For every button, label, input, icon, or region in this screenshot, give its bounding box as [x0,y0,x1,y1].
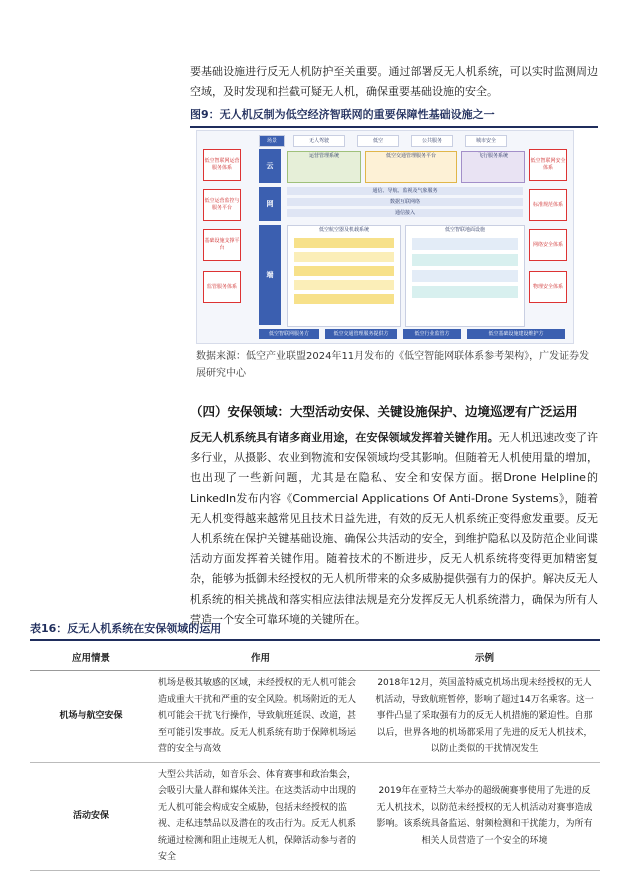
end-right-title: 低空智联地面设施 [444,227,485,233]
intro-paragraph: 要基础设施进行反无人机防护至关重要。通过部署反无人机系统，可以实时监测周边空域，及时发现和拦截可疑无人机，确保重要基础设施的安全。 [190,65,598,98]
table-cell-scene: 活动安保 [30,762,152,870]
right-label: 标准规范体系 [529,189,567,221]
left-label: 低空智联网运营服务体系 [203,149,241,181]
table-row [30,762,600,870]
table-header: 作用 [152,644,369,671]
bottom-bar: 低空基础设施建设维护方 [467,329,565,339]
section-heading: （四）安保领域：大型活动安保、关键设施保护、边境巡逻有广泛运用 [190,404,578,419]
right-label: 网络安全体系 [529,229,567,261]
right-label: 物理安全体系 [529,271,567,303]
table-cell-scene: 机场与航空安保 [30,671,152,763]
diagram-chip: 场景 [259,135,285,147]
right-label: 低空智联网安全体系 [529,149,567,181]
bottom-bar: 低空智联网服务方 [259,329,319,339]
layer-net: 网 [259,187,281,221]
diagram-chip: 城市安全 [465,135,507,147]
table-title: 表16：反无人机系统在安保领域的运用 [30,620,600,641]
security-table [30,644,600,871]
table-header: 示例 [369,644,600,671]
diagram-chip: 公共服务 [411,135,453,147]
diagram-chip: 低空 [357,135,399,147]
table-header-row [30,644,600,671]
figure-source: 数据来源：低空产业联盟2024年11月发布的《低空智能网联体系参考架构》，广发证券发展研究中心 [196,351,590,379]
table-cell-example: 2019年在亚特兰大举办的超级碗赛事使用了先进的反无人机技术，以防范未经授权的无人机活动对赛事造成影响。该系统具备监运、射频检测和干扰能力，为所有相关人员营造了一个安全的环境 [369,762,600,870]
table-cell-role: 大型公共活动，如音乐会、体育赛事和政治集会，会吸引大量人群和媒体关注。在这类活动中出现的无人机可能会构成安全威胁，包括未经授权的监视、走私违禁品以及潜在的攻击行为。反无人机系统通过检测和阻止违规无人机，保障活动参与者的安全 [152,762,369,870]
table-cell-role: 机场是极其敏感的区域，未经授权的无人机可能会造成重大干扰和严重的安全风险。机场附近的无人机可能会干扰飞行操作，导致航班延误、改道，甚至可能引发事故。反无人机系统有助于保障机场运营的安全与高效 [152,671,369,763]
end-right-block [405,225,525,327]
cloud-block: 飞行服务系统 [461,151,525,183]
bottom-bar: 低空交通管理服务提供方 [325,329,397,339]
cloud-block: 运营管理系统 [287,151,361,183]
layer-end: 端 [259,225,281,325]
table-cell-example: 2018年12月，英国盖特威克机场出现未经授权的无人机活动，导致航班暂停，影响了超过14万名乘客。这一事件凸显了采取强有力的反无人机措施的紧迫性。自那以后，世界各地的机场都采用了先进的反无人机技术，以防止类似的干扰情况发生 [369,671,600,763]
left-label: 基础设施支撑平台 [203,229,241,261]
architecture-diagram [196,130,574,344]
figure-title: 图9：无人机反制为低空经济智联网的重要保障性基础设施之一 [190,106,598,128]
left-label: 低空运营监控与服务平台 [203,189,241,221]
net-bar: 通信、导航、监视及气象服务 [287,187,523,195]
diagram-chip: 无人驾驶 [293,135,345,147]
end-left-block [287,225,401,327]
cloud-block: 低空交通管理服务平台 [365,151,457,183]
table-row [30,671,600,763]
body-rest: 无人机迅速改变了许多行业，从摄影、农业到物流和安保领域均受其影响。但随着无人机使用量的增加，也出现了一些新问题，尤其是在隐私、安全和安保方面。据Drone Helpline的LinkedIn发布内容《Commercial Applications Of Anti-Drone Systems》，随着无人机变得越来越常见且技术日益先进，有效的反无人机系统正变得愈发重要。反无人机系统在保护关键基础设施、确保公共活动的安全，到维护隐私以及防范企业间谍活动方面发挥着关键作用。随着技术的不断进步，反无人机系统将变得更加精密复杂，能够为抵御未经授权的无人机所带来的众多威胁提供强有力的保护。解决反无人机系统的相关挑战和落实相应法律法规是充分发挥反无人机系统潜力，确保为所有人营造一个安全可靠环境的关键所在。 [190,431,599,626]
body-paragraph [190,428,598,630]
bottom-bar: 低空行业监管方 [403,329,461,339]
body-lead: 反无人机系统具有诸多商业用途，在安保领域发挥着关键作用。 [190,431,499,444]
left-label: 监管服务体系 [203,271,241,303]
end-left-title: 低空航空器及机载系统 [318,227,369,233]
table-header: 应用情景 [30,644,152,671]
layer-cloud: 云 [259,149,281,183]
net-bar: 数据互联网络 [287,198,523,206]
net-bar: 通信接入 [287,209,523,217]
